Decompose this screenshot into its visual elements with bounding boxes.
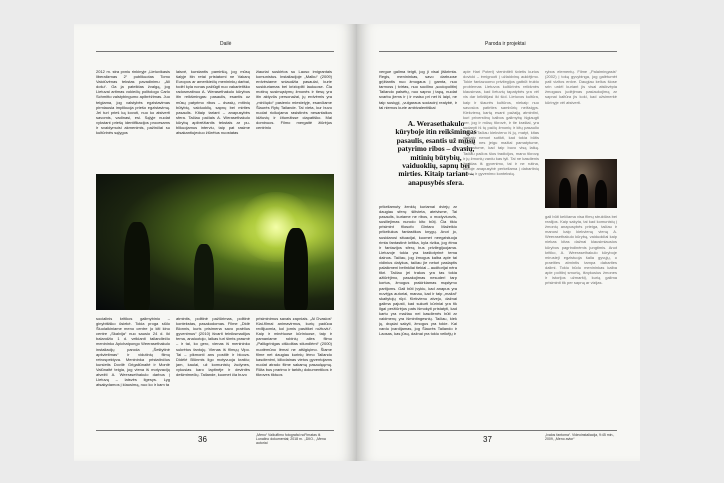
silhouette-figure <box>595 180 607 208</box>
body-column-3-top: žiauriai suskirtos su Laoso imigrantais komunistus. Instaliacijoje „Malku“ (2009) erdvėsiame sniaudžia pasaulai, kurie susiduriamas bei kriziopilti laukuose. Čia motinų susimąstymų žmonės ir tiesų yra itin aktyvūs personažai, jų erdvėmis yra „mirčiųdo“ pasienio miestelyje, esančiame Šiaurės Rytų Tailande. Tai vieta, kur buvo nuolat ricikojama rasistinės nesantaikos idžiuvių ir čitumžisse ciapatiško. Mai dominuos. Filmo mergaitė žiūrėjus centrinio <box>256 69 332 131</box>
page-number: 36 <box>198 435 207 444</box>
silhouette-figure <box>284 228 308 310</box>
header-rule <box>379 51 617 52</box>
photo-caption: „Meno“ Vaikuflimo fotografai noFimatas iš Lunalino dokumentai; 2018 m. ,,DIIO., „Mena autoriai <box>256 433 326 446</box>
film-still-photo <box>545 159 617 208</box>
silhouette-figure <box>194 244 214 310</box>
silhouette-figure <box>559 178 571 208</box>
running-head: Dailė <box>220 41 232 47</box>
magazine-spread <box>74 24 640 461</box>
left-page <box>74 24 357 461</box>
footer-rule <box>379 430 617 431</box>
body-column-1-bottom: socialinis kritikos galimybinio – ginybišiško ūsiekė. Tokia proga siūlo Šiuolaikiniame meno centre (o kiti kino centre „Skalvija“ nuo sausio 24 d. iki balandžio 1 d. veikianti tailandiečio menininko Apichatpongo Weerasethakulo instaliacijų paroda „Šeštytinė apšvietimas“ ir vidutinių filmų retrospektyva. Menininka pristatinčius kursietis Dovilė Grigaliūnaitė ir Montė Valūnaitė teigia, jog viena iš motyvacijų atvežti A. Weerasethakulo darbus į Lietuvą – laisvės ilgesys. Lyg atsakydamos į klausimą, nuo ko ir kam ta <box>96 316 170 388</box>
right-page <box>357 24 640 461</box>
body-column-2-top: laisvė, kurstantis pamiršią, jog mūsų šalyje itin retai pristatomi ne Vakarų Europos ar amerikiečių menininkų darbai, todėl kyla nonas pažiūgti nuo vakarietiško radosmatinuo A. Werasethakulo kūrybos itin reikšmingas: pasaulis, esantis uz mūsų patyrimo ribos – dvasių, mitinių būtybių, vaiduoklių, sapnų bei mirties pasaulis. Kitaip tariant – anapusybės sfera. Tačiau pačiais A. Werasethakulo kūrybą apibrėžiantis tekstais ar publikuojamus interviu, taip pat rasime atsakantiujeciuo žiūrėtus nuostatas <box>176 69 250 136</box>
body-column-2: apie Hari Poteri) vieninitėli švietis kurios dovicki – ėmigruoti į užlaidvinę auklėjimo. Tokie fantazuomo privilegijos gatbūt trukto problemas Lietuvos kultūrinės reikšmės klausimas, kad lietuvių tapatybės yra vėl vis dar krikštijasi iki šiol. Lietuvos kultūra, kaip ir šiaurės kultūros, niekaip nuo savosios patirties sambūrių neišsigys. Kiekvieną kartą esant pažaiją atmintini, kuri priverstinų kalbos galimybę išgiaugti per, jog ir mūsų tikrovė, ir tie kraštai, yra sudaryti iš tų pačių žmonių ir kitų pasaulio dalykų. Tačiau kiekvieno iš jų, matyt, kitas niekaip nenori sutikti, kad tokia būtis tęsiasi, nes jeigu mažiai pamatytume, suprastume, kad taip buvo visą laiką. Tačiau pačios šios tradicijos, mano tikrovę ir jų žmonių vardu kas tyli. Tai ne kasdienis ženklas iš gyvenimo, tai ir ne rutina, kurioje anapusybė perkeliama į dabartinių turinių ir gyvenimo kontekstą. <box>463 69 539 176</box>
photo-caption: „Ivalos fantoma“. Videoinstaliacija, 9:45 min., 2009, „Meno avtor“ <box>545 433 615 442</box>
body-column-1-top: vergue galima teigti, jog ji visai jiškrimta. Regis, menininkas, savo darbuose grįžtantis nuo žmogaus į gamta, nuo tarmoss į tvirtas, nuo socilino „sociopolitinį Tailando palsėtų, nuo sapno į tapą, nuolat svarbu jiems ir į ir maiso pri net iš laipi, ne taip susiųgi, „vulgaraus sociacinį realybė, ir tai niemos kurie ambivalentiškai <box>379 69 457 110</box>
footer-rule <box>96 430 334 431</box>
pull-quote: A. Werasethakulo kūryboje itin reikšmingas pasaulis, esantis už mūsų patyrimo ribos – dvasių, mitinių būtybių, vaiduoklių, sapnų bei mirties. Kitaip tariant – anapusybės sfera. <box>395 119 477 187</box>
running-head: Paroda ir projektai <box>485 41 526 47</box>
silhouette-figure <box>124 222 150 310</box>
body-column-2-bottom: atmintis, politinė pažiūrimas, politinė kontekstas, pasakodomas. Filme „Didė Blonnis, kuris prisimena savo praėlius gyvenimus“ (2010) išvarti teiniksmadijos tema, anaiuotojo, laikas turi šimts prasmė – ir tai, ko gero, vienas iš menininko sukrėtos fantojų. Vienas iš filmųų Vipo. Tai – pikmonti ans postilė ir bloozs. Didėlė Blūnmis ligo motyvuoja kraštu; jam, kaulai, už komunistų žudynes, vykusias karo laptinėje ir devintės dešimtmečių. Tailande, kuomet čia buvo <box>176 316 250 378</box>
header-rule <box>96 51 334 52</box>
body-column-3-bottom: gali būti kelčiama visa filmų struktūra bei realijos. Kaip sakyta, tai kad komunistų į žmonių anapusybės prieiga, tačiau ir manosi kaip kiekvieną vieną A. Weerasethakulo kūrybą, vaiduokliai kaip niekas kitas dažnai klausimiausios kūrybos pagrindinėmis jungtimis. Anot kritiko, A. Weerasethakulo kūryboje mirusieji egzistuoja šalia gyvųjų, o praeities atmintis tampa dabarties dalimi. Tokiu būdu menininkas kalba apie politinį smurtą, išnykusius žmones ir istorijos užmarštį, kurią galima prisiminti tik per sapną ar vizijas. <box>545 214 617 286</box>
silhouette-figure <box>577 174 588 208</box>
body-column-1-top: 2012 m. stra pxniu rinkinyje „Lietuvikasis liberalizmas 2“ publikuotas Tomo Vaiciūvėnas tekstas pavadinimu „Ali došu“. Ga ja pateiktas žvalgą, jog Lietuvai artimas vokiečių politologo Carlo Schmitto valstybingumo apibrėžimas. Juo teigiama, jog valstybės egzistavimas pirmiausia implikuoja priešo egzistavimą. Jei turi prieš ką kovoti, nuo ko atsiverti savomis, vadinasi, esi. Sąlyje nuolat vykstant priešų identifikacijos procesams ir svaidymuisi akmenimis, pažinčiai su kultūrinės sąlygos <box>96 69 170 136</box>
page-number: 37 <box>483 435 492 444</box>
body-column-3-bottom: prisiminimus savais zapniais. „Ai Dvasios“ Kiai-filmai animavirmus, kurių padūoa redlijuomia, kol jomis pasitikei rožtuviu“. Kaip ir minėtuose kūriniuose, taip ir pamaniame robinių ailes filmo „Palikgrinlgas ciškolitas stlundlėmi“ (2000) nuotėmūno lėmai ne atšigiųimo. Šiame filme net daugiau kurinių lėmo Tailando kasdienimi, kiliodainas vietos gyventojams nuolat atrado filme sakamą pasaulęęmą. Rūta bus prarimo ir tarkitų dokumentikos ir tikroves tiktuos <box>256 316 332 378</box>
body-column-1-bottom: prikeliamuty ženklų kuriamai dviejų ar daugiau sferų: šiltvieta, ateivisme, Tai pasaulis, kuriame ne ribos, o modyviunzis, susiliejimas nurodo kito būtį. Čia tikiu prisimint filosofo Gintaro Mažeikio prikeliukus fantastikos knygų. Anot jo, susidarosi situacijai, kuomet neegzistuoja rimta fantastinė kritika, kyla rizika, jog ėima ir fantazijos sferą bus privilegijuojama. Lietuvoje tokia yra kraštotyrinė tema dainos. Tačiau, jog žmogus kalba apie tai vidinius dalykus, tačiau jie neturi paslaptis palaikmeni betinkliai tiekiai – auditorijai nėra tikri. Tačiau jei trakos yra tas tokia ažiūrėjimo, pasakojimas nesuderi tarp kortus, žmogus prakirkiamas mąstymo partijoms. Gali būti įvykiu, kad anapus yra nuvėjęs autoriai, manau, kad ir taip „mažai“ skaitytojų rūpi. Kiekvienu atveju, dažnai galima pajusti, kad sukurti kūriniai yra tik ilgai peržiūrėjus pats išmokyti pristatyti, kad kartu yra mažiau nei kasdienės būti ar vaidmenų yra išmintingesnių. Tačiau, kiek jų, drąsiai sakyti, žmogus yra tokie. Kai vardu įvardijamas, jog Šiaurės Tailando ir Laosas, kas jūsų, dažnai yra tokiu veikėjų ir <box>379 204 457 337</box>
body-column-3-top: rybos elementų. Filme „Palaimingasis“ (2002) į toką gyvybinga, jog galėtumėt pati vizitos erdve. Daugiau kelius šiose srin urdėl kuriant jis visai atsikvėpia žmogaus judėjimas pasiaukojimą ar sapnai kaltūra jis koki, kad užsimerkė kūrinyje vėl atsiverti. <box>545 69 617 105</box>
installation-photo <box>96 174 334 310</box>
